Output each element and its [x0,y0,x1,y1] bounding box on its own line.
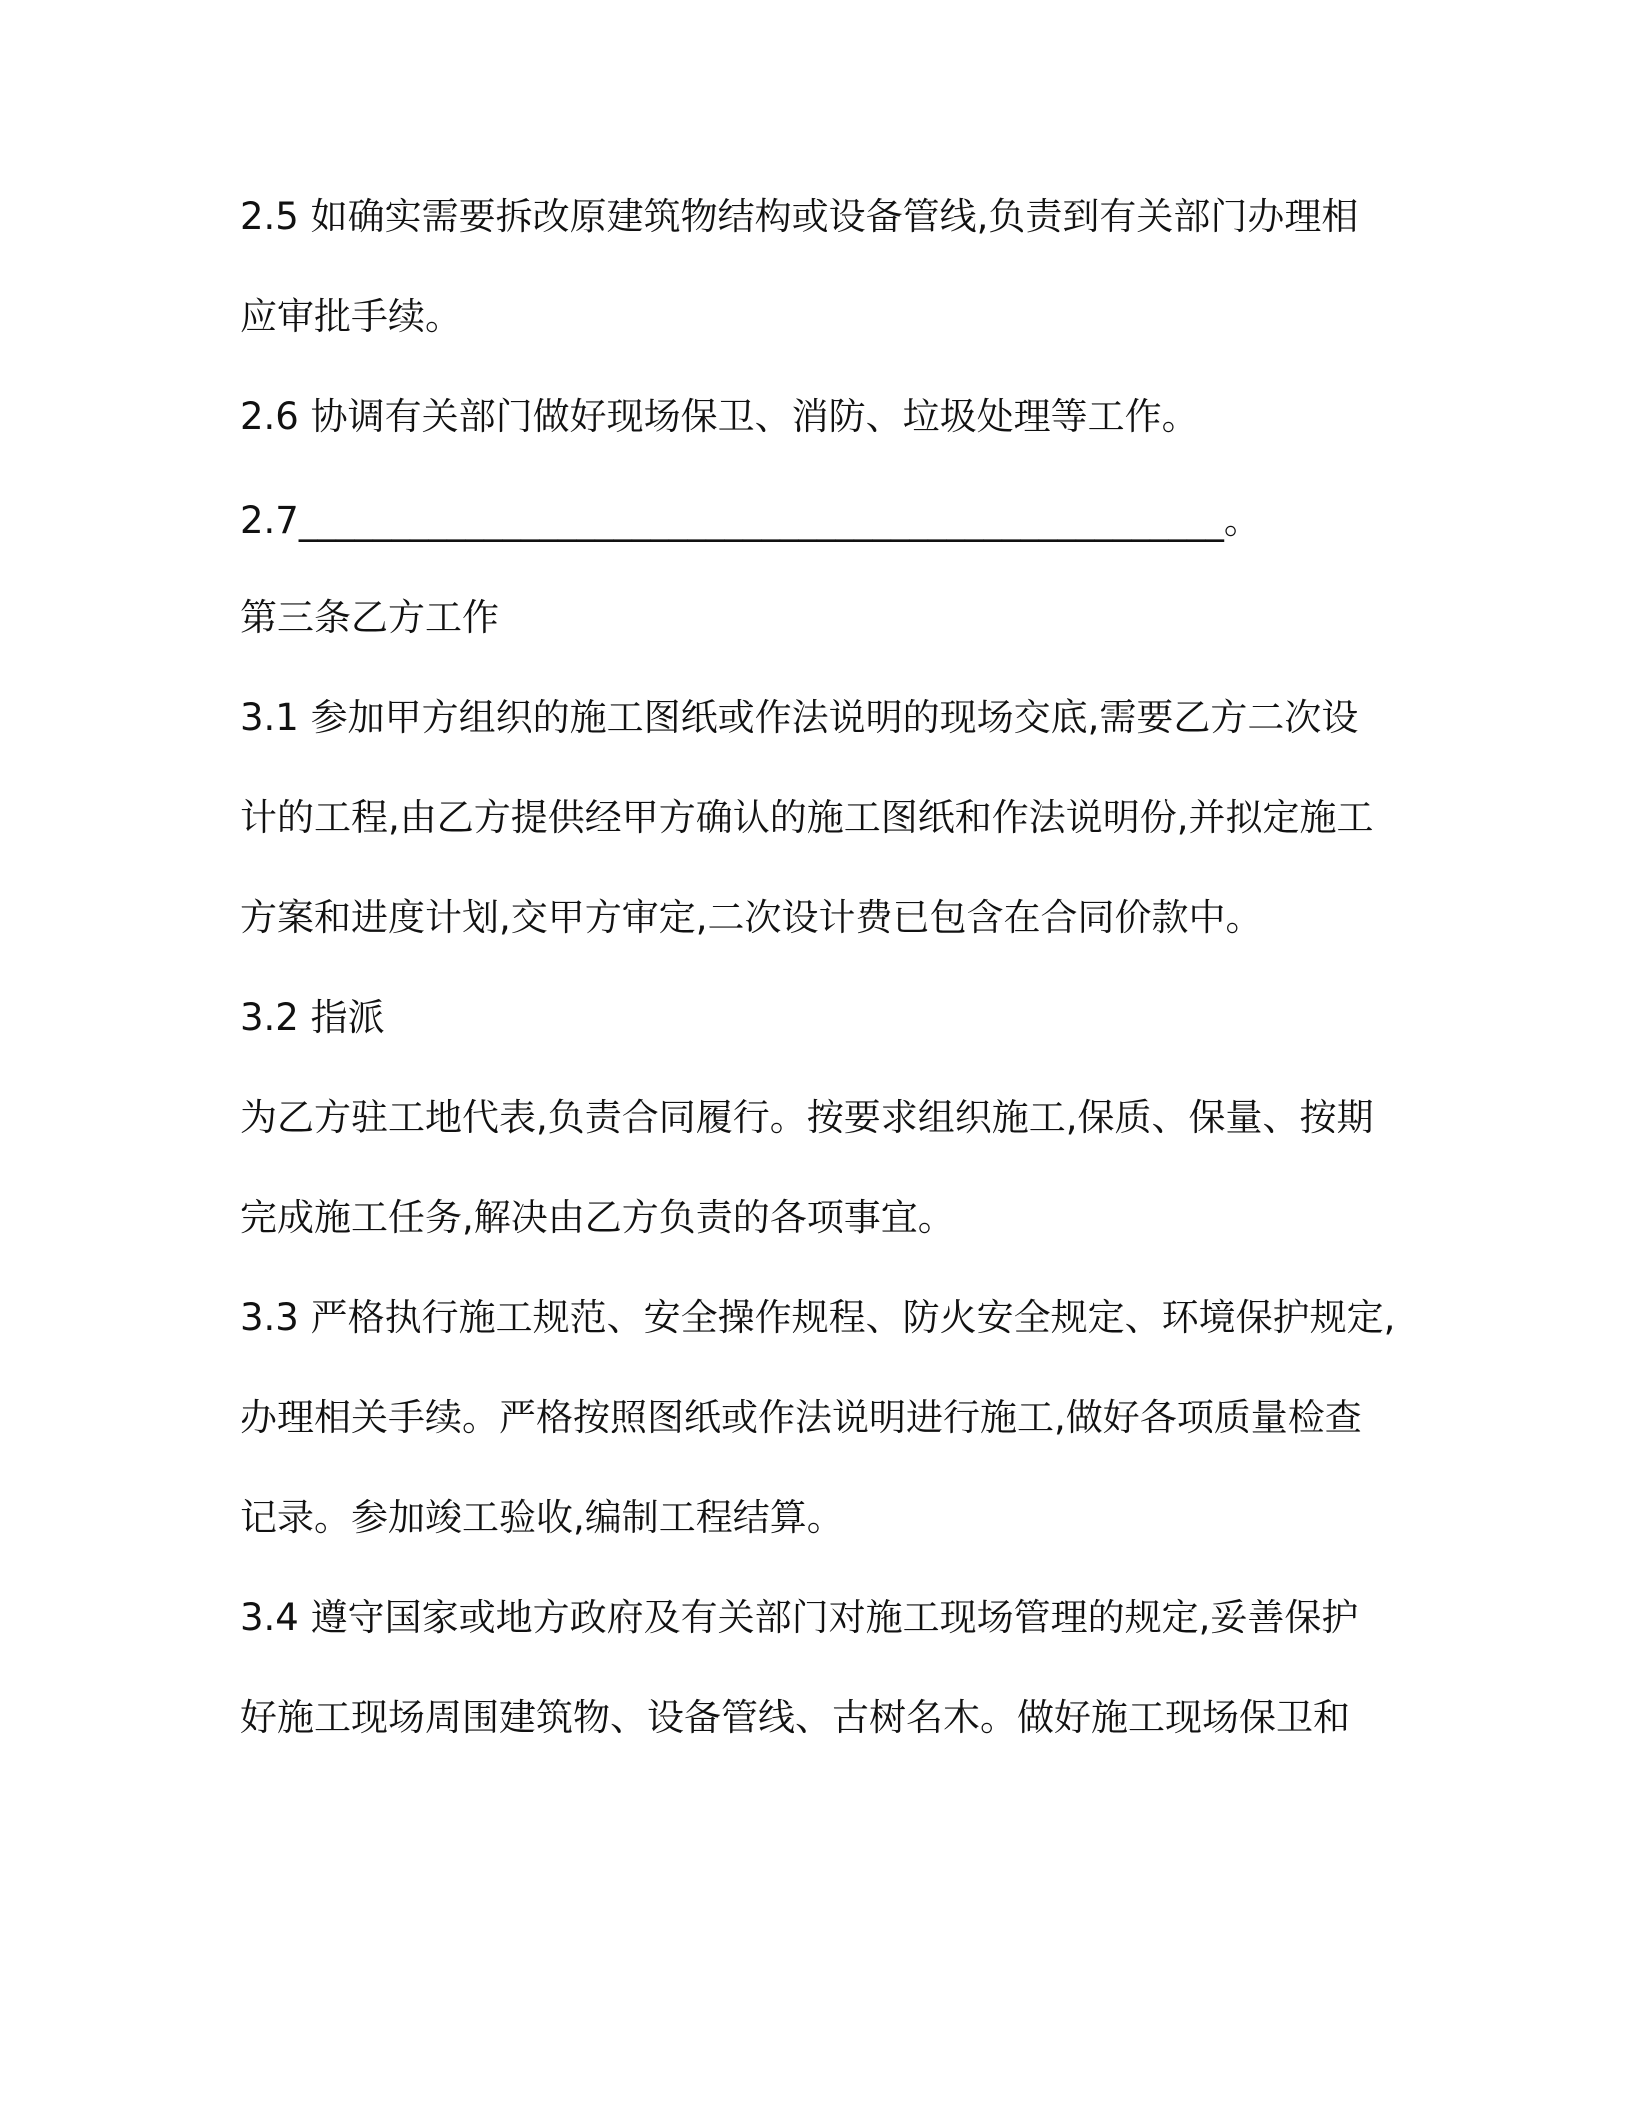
text-line-3-2-a: 3.2 指派 [240,996,385,1039]
text-line-3-2-c: 完成施工任务,解决由乙方负责的各项事宜。 [240,1196,955,1239]
text-line-3-1-b: 计的工程,由乙方提供经甲方确认的施工图纸和作法说明份,并拟定施工 [240,796,1374,839]
text-line-3-4-a: 3.4 遵守国家或地方政府及有关部门对施工现场管理的规定,妥善保护 [240,1596,1359,1639]
section-heading-article-3: 第三条乙方工作 [240,596,499,639]
text-line-2-5-a: 2.5 如确实需要拆改原建筑物结构或设备管线,负责到有关部门办理相 [240,195,1359,238]
text-line-2-5-b: 应审批手续。 [240,295,462,338]
text-line-3-1-a: 3.1 参加甲方组织的施工图纸或作法说明的现场交底,需要乙方二次设 [240,696,1359,739]
text-line-2-7: 2.7__________________________________________________。 [240,499,1261,542]
text-line-3-3-c: 记录。参加竣工验收,编制工程结算。 [240,1496,844,1539]
text-line-2-6: 2.6 协调有关部门做好现场保卫、消防、垃圾处理等工作。 [240,395,1199,438]
text-line-3-1-c: 方案和进度计划,交甲方审定,二次设计费已包含在合同价款中。 [240,896,1263,939]
text-line-3-3-a: 3.3 严格执行施工规范、安全操作规程、防火安全规定、环境保护规定, [240,1296,1396,1339]
text-line-3-2-b: 为乙方驻工地代表,负责合同履行。按要求组织施工,保质、保量、按期 [240,1096,1374,1139]
text-line-3-4-b: 好施工现场周围建筑物、设备管线、古树名木。做好施工现场保卫和 [240,1696,1350,1739]
text-line-3-3-b: 办理相关手续。严格按照图纸或作法说明进行施工,做好各项质量检查 [240,1396,1362,1439]
